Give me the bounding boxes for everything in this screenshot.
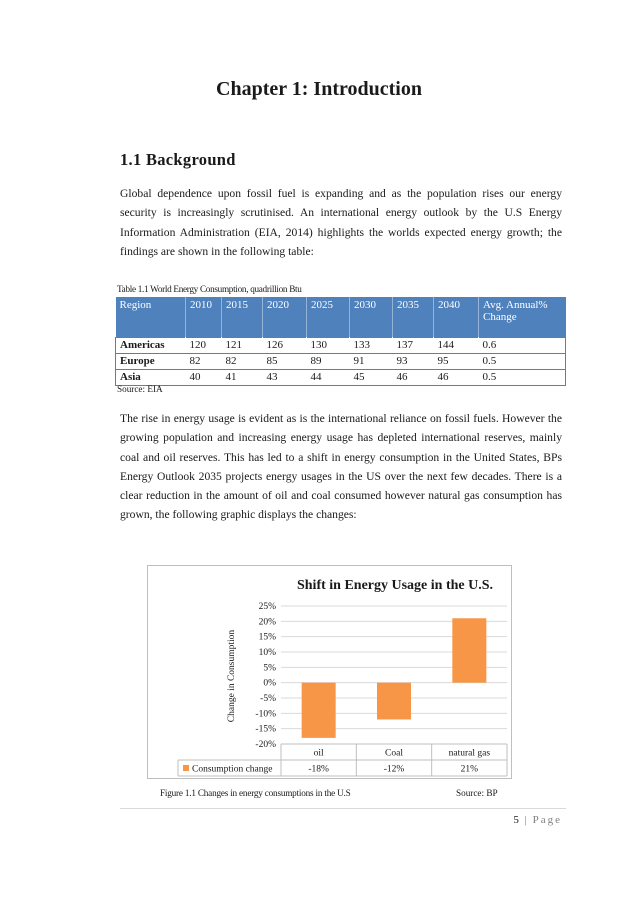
page-number: 5 (513, 814, 519, 826)
table-cell: 121 (222, 337, 263, 353)
table-cell: Americas (116, 337, 186, 353)
y-tick-label: 20% (258, 617, 276, 628)
table-header-cell: Avg. Annual% Change (479, 297, 566, 337)
table-cell: 40 (186, 369, 222, 385)
page-label: Page (532, 814, 562, 826)
paragraph-intro: Global dependence upon fossil fuel is expanding and as the population rises our energy security is increasingly scrutinised. An international energy outlook by the U.S Energy Information Administration (EIA, 2014) highlights the worlds expected energy growth; the findings are shown in the following table: (120, 187, 562, 258)
table-cell: 93 (393, 353, 434, 369)
table-header-cell: 2020 (263, 297, 307, 337)
table-cell: 0.5 (479, 369, 566, 385)
y-axis-title: Change in Consumption (227, 629, 237, 723)
table-header-cell: 2015 (222, 297, 263, 337)
table-cell: 82 (222, 353, 263, 369)
category-label: oil (313, 748, 324, 759)
footer-separator: | (524, 814, 527, 826)
table-cell: 41 (222, 369, 263, 385)
table-cell: 133 (350, 337, 393, 353)
footer-divider (120, 808, 566, 809)
data-label: -18% (308, 764, 329, 775)
energy-consumption-table (115, 297, 566, 386)
table-header-cell: 2010 (186, 297, 222, 337)
table-cell: 130 (307, 337, 350, 353)
data-label: -12% (383, 764, 405, 775)
table-cell: 45 (350, 369, 393, 385)
table-header-cell: 2025 (307, 297, 350, 337)
table-source: Source: EIA (117, 384, 163, 394)
table-cell: 120 (186, 337, 222, 353)
table-cell: 126 (263, 337, 307, 353)
table-cell: Europe (116, 353, 186, 369)
table-row (116, 369, 566, 385)
legend-swatch (183, 765, 189, 771)
table-cell: 43 (263, 369, 307, 385)
figure-caption: Figure 1.1 Changes in energy consumptions in the U.S (160, 788, 351, 798)
table-cell: 89 (307, 353, 350, 369)
y-tick-label: -15% (255, 724, 276, 735)
y-tick-label: 0% (263, 678, 276, 689)
y-tick-label: 10% (258, 648, 276, 658)
table-cell: Asia (116, 369, 186, 385)
y-tick-label: -5% (260, 694, 276, 704)
chart-title: Shift in Energy Usage in the U.S. (296, 578, 494, 593)
legend-label: Consumption change (192, 764, 273, 775)
table-header-cell: 2040 (434, 297, 479, 337)
y-tick-label: 25% (258, 602, 276, 612)
chapter-title: Chapter 1: Introduction (216, 78, 422, 100)
table-cell: 82 (186, 353, 222, 369)
table-cell: 0.6 (479, 337, 566, 353)
table-cell: 46 (393, 369, 434, 385)
chart-canvas (148, 566, 513, 780)
table-cell: 46 (434, 369, 479, 385)
table-header-row (116, 297, 566, 337)
table-cell: 144 (434, 337, 479, 353)
y-tick-label: 5% (263, 663, 276, 674)
section-title: 1.1 Background (120, 150, 236, 169)
table-header-cell: 2035 (393, 297, 434, 337)
y-tick-label: -20% (255, 740, 276, 750)
bar-coal (377, 683, 411, 720)
page-footer (513, 814, 562, 826)
table-cell: 44 (307, 369, 350, 385)
table-cell: 137 (393, 337, 434, 353)
table-cell: 91 (350, 353, 393, 369)
table-header-cell: Region (116, 297, 186, 337)
bar-oil (302, 683, 336, 738)
y-tick-label: -10% (255, 709, 276, 720)
category-label: Coal (385, 748, 403, 759)
y-tick-label: 15% (258, 632, 276, 643)
table-cell: 85 (263, 353, 307, 369)
bar-natural-gas (452, 618, 486, 682)
paragraph-shift: The rise in energy usage is evident as is the international reliance on fossil fuels. However the growing population and increasing energy usage has depleted international reserves, mainly coal and oil reserves. This has led to a shift in energy consumption in the United States, BPs Energy Outlook 2035 projects energy usages in the US over the next few decades. There is a clear reduction in the amount of oil and coal consumed however natural gas consumption has grown, the following graphic displays the changes: (120, 412, 562, 522)
table-cell: 0.5 (479, 353, 566, 369)
data-label: 21% (460, 764, 479, 775)
table-cell: 95 (434, 353, 479, 369)
table-caption: Table 1.1 World Energy Consumption, quadrillion Btu (117, 284, 302, 294)
table-header-cell: 2030 (350, 297, 393, 337)
table-row (116, 337, 566, 353)
table-row (116, 353, 566, 369)
figure-source: Source: BP (456, 788, 498, 798)
energy-shift-chart (147, 565, 512, 779)
category-label: natural gas (448, 748, 491, 759)
